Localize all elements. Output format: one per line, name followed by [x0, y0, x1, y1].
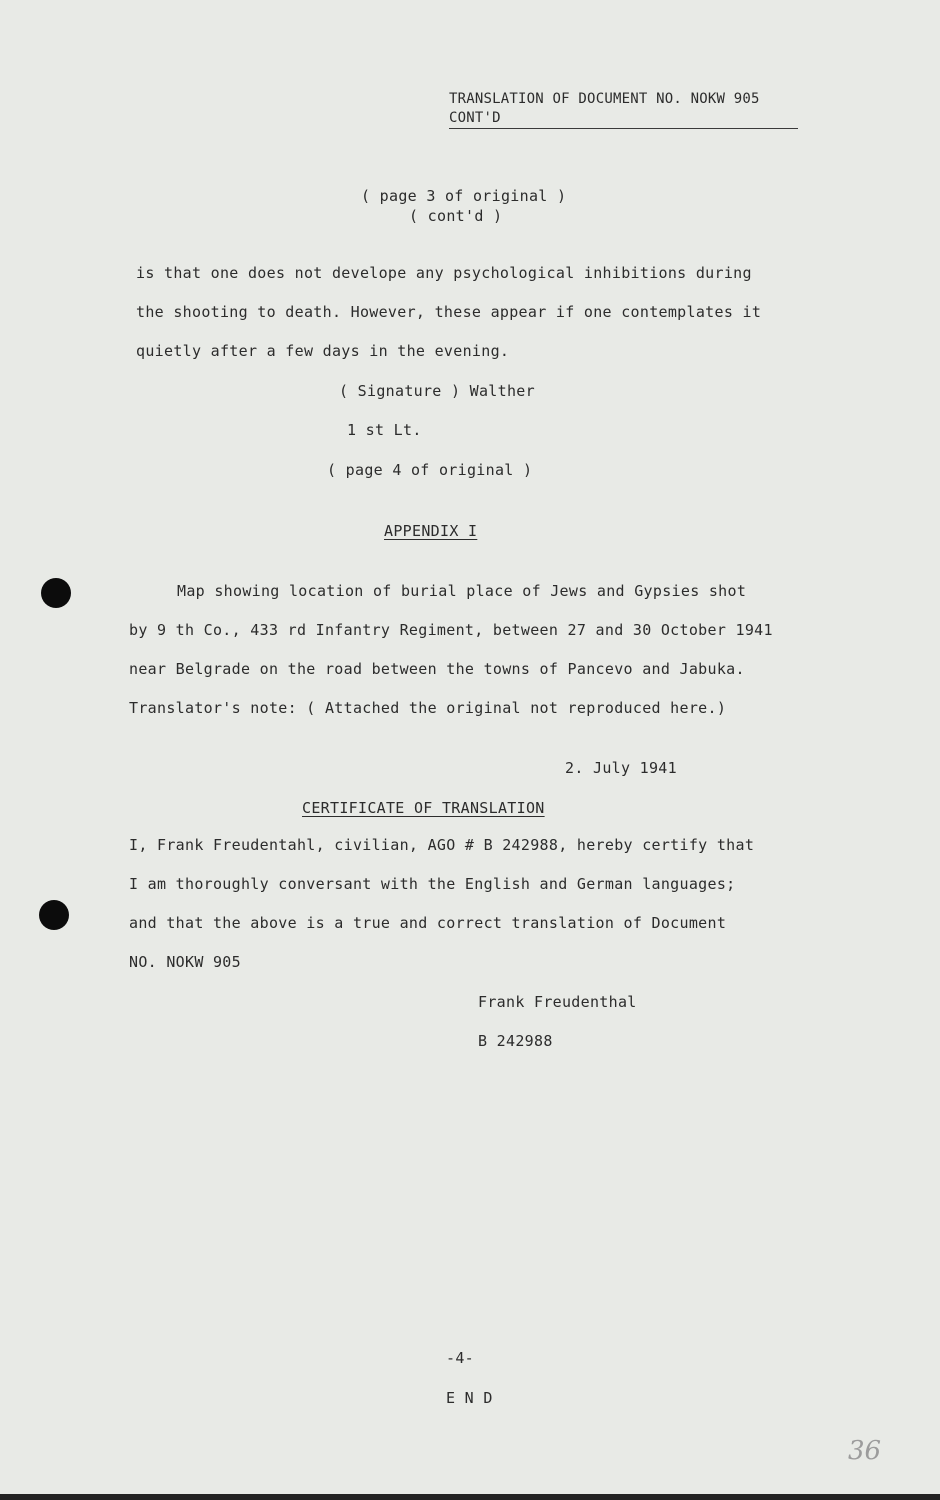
document-header-title: TRANSLATION OF DOCUMENT NO. NOKW 905	[449, 91, 760, 107]
appendix-para-line-1: Map showing location of burial place of Jews and Gypsies shot	[177, 582, 747, 600]
punch-hole-top	[41, 578, 71, 608]
certificate-signer-name: Frank Freudenthal	[478, 993, 637, 1011]
page3-signature: ( Signature ) Walther	[339, 382, 535, 400]
certificate-signer-id: B 242988	[478, 1032, 553, 1050]
page3-subheading: ( cont'd )	[409, 207, 503, 225]
certificate-title: CERTIFICATE OF TRANSLATION	[302, 799, 545, 817]
certificate-line-3: and that the above is a true and correct translation of Document	[129, 914, 727, 932]
page3-para-line-3: quietly after a few days in the evening.	[136, 342, 510, 360]
appendix-title: APPENDIX I	[384, 522, 478, 540]
header-underline	[449, 128, 798, 129]
appendix-date: 2. July 1941	[565, 759, 677, 777]
page3-para-line-1: is that one does not develope any psychological inhibitions during	[136, 264, 752, 282]
certificate-line-4: NO. NOKW 905	[129, 953, 241, 971]
page4-heading: ( page 4 of original )	[327, 461, 533, 479]
page3-para-line-2: the shooting to death. However, these appear if one contemplates it	[136, 303, 762, 321]
punch-hole-bottom	[39, 900, 69, 930]
certificate-line-2: I am thoroughly conversant with the English and German languages;	[129, 875, 736, 893]
appendix-para-line-3: near Belgrade on the road between the towns of Pancevo and Jabuka.	[129, 660, 745, 678]
appendix-para-line-2: by 9 th Co., 433 rd Infantry Regiment, between 27 and 30 October 1941	[129, 621, 773, 639]
page3-rank: 1 st Lt.	[347, 421, 422, 439]
translator-note: Translator's note: ( Attached the original not reproduced here.)	[129, 699, 727, 717]
scan-edge	[0, 1494, 940, 1500]
certificate-line-1: I, Frank Freudentahl, civilian, AGO # B 242988, hereby certify that	[129, 836, 755, 854]
page3-heading: ( page 3 of original )	[361, 187, 567, 205]
end-marker: E N D	[446, 1389, 493, 1407]
document-header-contd: CONT'D	[449, 110, 501, 126]
page-number: -4-	[446, 1349, 474, 1367]
folio-number: 36	[848, 1436, 882, 1466]
